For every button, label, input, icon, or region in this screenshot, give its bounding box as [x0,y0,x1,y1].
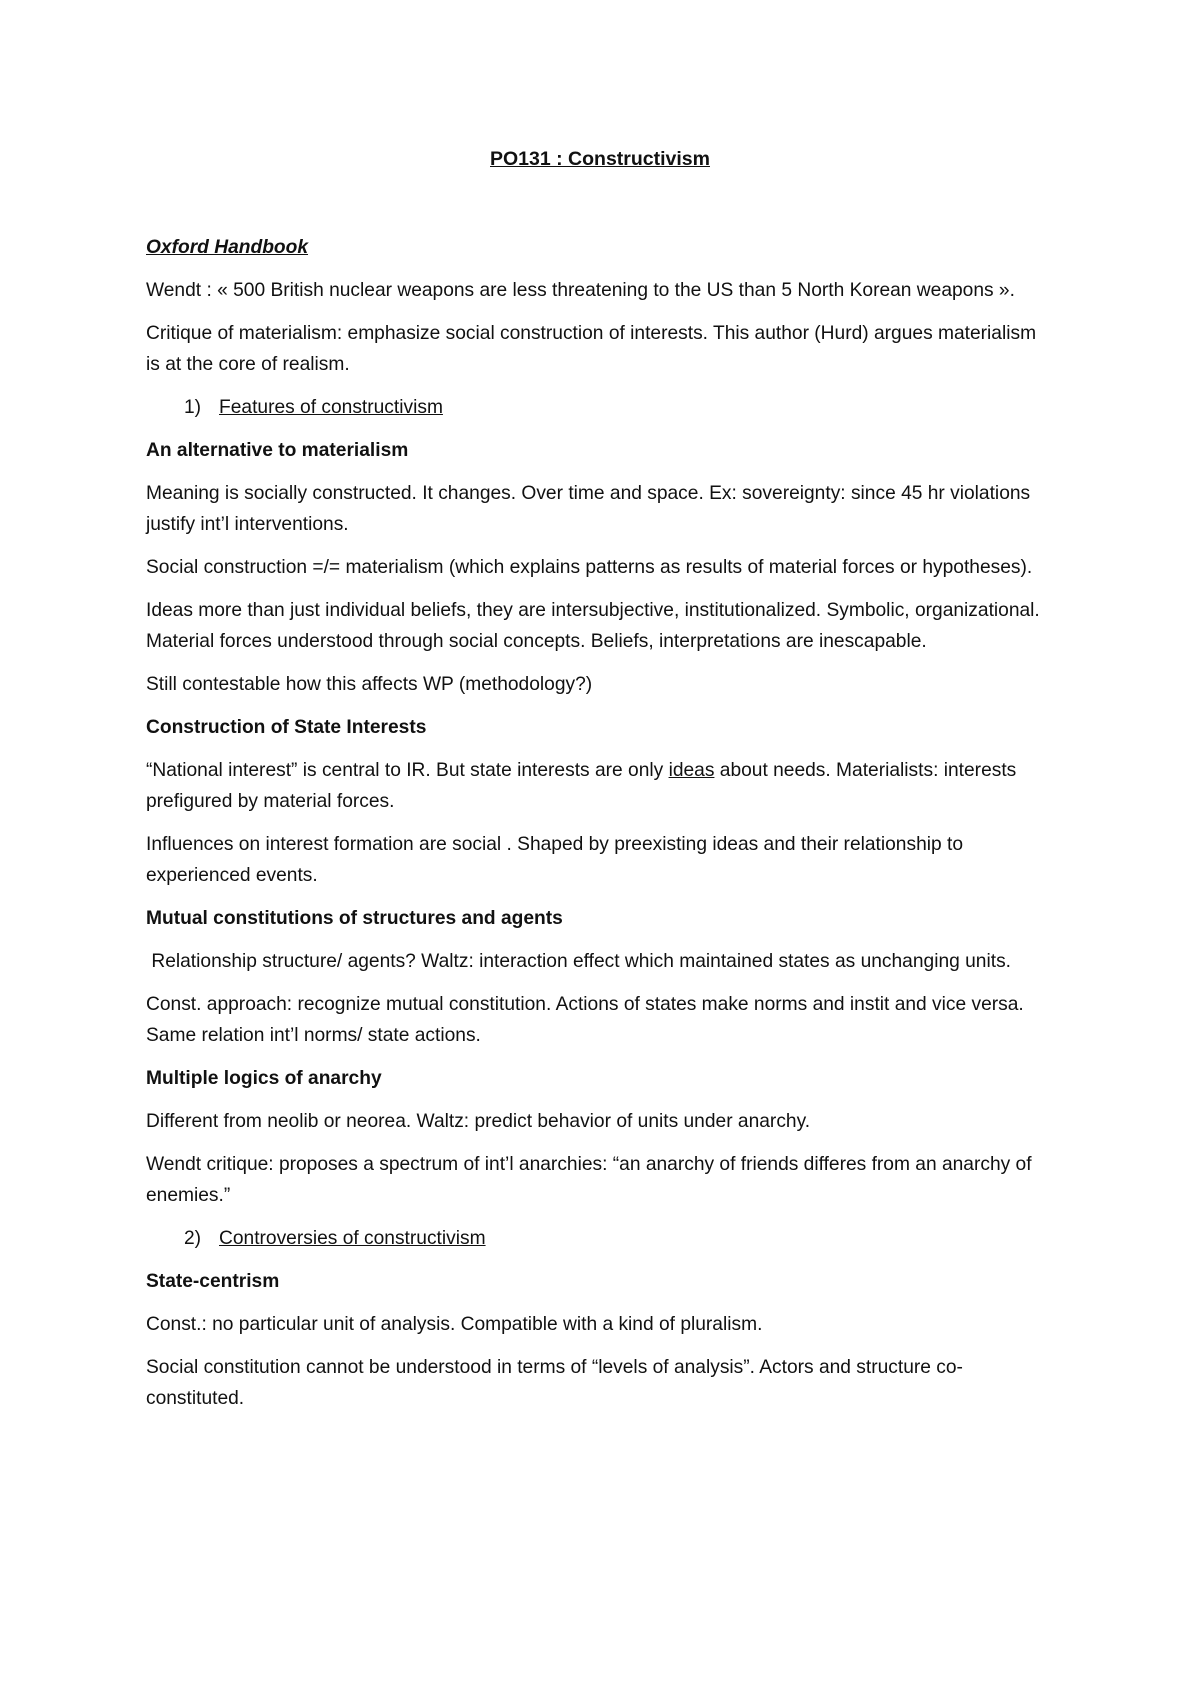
paragraph-critique: Critique of materialism: emphasize social construction of interests. This author (Hurd) argues materialism is at the core of realism. [146,323,1037,375]
document-title: PO131 : Constructivism [490,148,710,170]
paragraph-different: Different from neolib or neorea. Waltz: predict behavior of units under anarchy. [146,1111,811,1132]
national-text-a: “National interest” is central to IR. But state interests are only [146,760,669,781]
section-1-number: 1) [184,397,202,418]
section-2-heading [146,1223,1046,1254]
ideas-underlined: ideas [668,760,715,781]
heading-alternative: An alternative to materialism [146,440,409,461]
paragraph-no-particular-unit: Const.: no particular unit of analysis. Compatible with a kind of pluralism. [146,1314,763,1335]
heading-mutual-constitutions: Mutual constitutions of structures and agents [146,908,563,929]
section-1-label: Features of constructivism [219,397,443,418]
paragraph-still-contestable: Still contestable how this affects WP (methodology?) [146,674,593,695]
heading-oxford-handbook: Oxford Handbook [146,237,309,258]
relationship-text: Relationship structure/ agents? Waltz: interaction effect which maintained states as unchanging units. [151,951,1011,972]
paragraph-national-interest [146,755,1046,817]
section-1-heading [146,392,1046,423]
heading-state-centrism: State-centrism [146,1271,280,1292]
paragraph-relationship [146,946,1046,977]
document-body [146,232,1046,1426]
paragraph-wendt-quote: Wendt : « 500 British nuclear weapons are less threatening to the US than 5 North Korean weapons ». [146,280,1015,301]
paragraph-meaning: Meaning is socially constructed. It changes. Over time and space. Ex: sovereignty: since 45 hr violations justify int’l interventions. [146,483,1031,535]
paragraph-social-constitution: Social constitution cannot be understood in terms of “levels of analysis”. Actors and structure co-constituted. [146,1357,963,1409]
heading-multiple-logics: Multiple logics of anarchy [146,1068,382,1089]
paragraph-const-approach: Const. approach: recognize mutual constitution. Actions of states make norms and instit and vice versa. Same relation int’l norms/ state actions. [146,994,1024,1046]
section-2-number: 2) [184,1228,202,1249]
paragraph-wendt-critique: Wendt critique: proposes a spectrum of int’l anarchies: “an anarchy of friends differes from an anarchy of enemies.” [146,1154,1032,1206]
section-2-label: Controversies of constructivism [219,1228,486,1249]
national-text-b: about needs. Materialists: interests prefigured by material forces. [146,760,1017,812]
paragraph-social-construction: Social construction =/= materialism (which explains patterns as results of material forces or hypotheses). [146,557,1033,578]
paragraph-ideas: Ideas more than just individual beliefs, they are intersubjective, institutionalized. Symbolic, organizational. Material forces understood through social concepts. Beliefs, interpretations are inescapable. [146,600,1040,652]
heading-state-interests: Construction of State Interests [146,717,427,738]
paragraph-influences: Influences on interest formation are social . Shaped by preexisting ideas and their relationship to experienced events. [146,834,964,886]
